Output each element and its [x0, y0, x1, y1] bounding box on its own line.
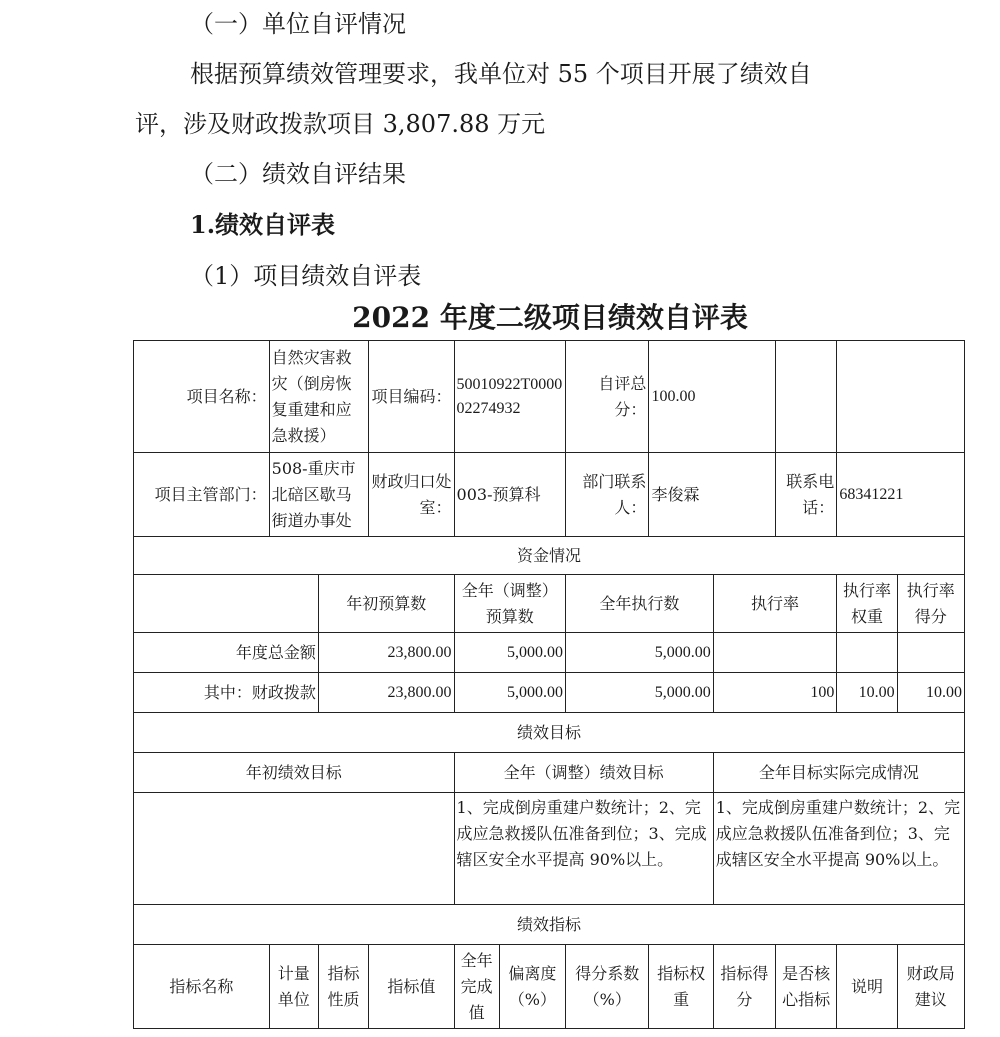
- indicator-header-completed: 全年完成值: [454, 945, 499, 1029]
- funds-header-executed: 全年执行数: [566, 575, 714, 633]
- finance-office-value: 003-预算科: [454, 453, 566, 537]
- indicators-section-title: 绩效指标: [134, 905, 965, 945]
- funds-row-score: [897, 633, 964, 673]
- funds-row-label: 其中：财政拨款: [134, 673, 319, 713]
- funds-section-row: [134, 537, 965, 575]
- phone-label: 联系电话：: [776, 453, 837, 537]
- indicator-header-weight: 指标权重: [649, 945, 713, 1029]
- indicator-header-nature: 指标性质: [318, 945, 368, 1029]
- contact-label: 部门联系人：: [566, 453, 649, 537]
- funds-row-rate: [713, 633, 837, 673]
- contact-value: 李俊霖: [649, 453, 776, 537]
- project-code-value: 50010922T000002274932: [454, 341, 566, 453]
- goals-initial-text: [134, 793, 455, 905]
- funds-row-label: 年度总金额: [134, 633, 319, 673]
- goals-content-row: [134, 793, 965, 905]
- score-label: 自评总分：: [566, 341, 649, 453]
- funds-row-weight: 10.00: [837, 673, 897, 713]
- funds-header-row: [134, 575, 965, 633]
- funds-row-score: 10.00: [897, 673, 964, 713]
- indicator-header-finance-advice: 财政局建议: [897, 945, 964, 1029]
- section2-sub-sub-heading: （1）项目绩效自评表: [190, 262, 422, 290]
- funds-header-empty: [134, 575, 319, 633]
- goals-adjusted-text: 1、完成倒房重建户数统计；2、完成应急救援队伍准备到位；3、完成辖区安全水平提高 90%以上。: [454, 793, 713, 905]
- indicator-header-score: 指标得分: [713, 945, 775, 1029]
- funds-header-initial: 年初预算数: [318, 575, 454, 633]
- goals-actual-text: 1、完成倒房重建户数统计；2、完成应急救援队伍准备到位；3、完成辖区安全水平提高 90%以上。: [713, 793, 964, 905]
- department-row: [134, 453, 965, 537]
- funds-header-rate: 执行率: [713, 575, 837, 633]
- indicator-header-value: 指标值: [369, 945, 454, 1029]
- project-code-label: 项目编码：: [369, 341, 454, 453]
- funds-row-adjusted: 5,000.00: [454, 673, 566, 713]
- funds-header-adjusted: 全年（调整）预算数: [454, 575, 566, 633]
- project-name-label: 项目名称：: [134, 341, 270, 453]
- department-label: 项目主管部门：: [134, 453, 270, 537]
- table-title: 2022 年度二级项目绩效自评表: [352, 301, 748, 334]
- indicator-header-unit: 计量单位: [269, 945, 318, 1029]
- project-name-value: 自然灾害救灾（倒房恢复重建和应急救援）: [269, 341, 368, 453]
- goals-header-actual: 全年目标实际完成情况: [713, 753, 964, 793]
- funds-section-title: 资金情况: [134, 537, 965, 575]
- funds-row-executed: 5,000.00: [566, 633, 714, 673]
- funds-row-rate: 100: [713, 673, 837, 713]
- section1-body-line2: 评，涉及财政拨款项目 3,807.88 万元: [135, 110, 546, 138]
- goals-section-row: [134, 713, 965, 753]
- project-info-row: [134, 341, 965, 453]
- indicator-header-core: 是否核心指标: [776, 945, 837, 1029]
- empty-cell: [837, 341, 965, 453]
- indicator-header-name: 指标名称: [134, 945, 270, 1029]
- score-value: 100.00: [649, 341, 776, 453]
- goals-header-adjusted: 全年（调整）绩效目标: [454, 753, 713, 793]
- funds-row-fiscal: [134, 673, 965, 713]
- funds-header-weight: 执行率权重: [837, 575, 897, 633]
- funds-row-adjusted: 5,000.00: [454, 633, 566, 673]
- funds-row-initial: 23,800.00: [318, 673, 454, 713]
- funds-row-total: [134, 633, 965, 673]
- goals-header-initial: 年初绩效目标: [134, 753, 455, 793]
- indicator-header-deviation: 偏离度（%）: [499, 945, 565, 1029]
- indicators-header-row: [134, 945, 965, 1029]
- indicator-header-note: 说明: [837, 945, 897, 1029]
- funds-row-executed: 5,000.00: [566, 673, 714, 713]
- goals-section-title: 绩效目标: [134, 713, 965, 753]
- section1-heading: （一）单位自评情况: [190, 10, 406, 38]
- funds-row-initial: 23,800.00: [318, 633, 454, 673]
- department-value: 508-重庆市北碚区歇马街道办事处: [269, 453, 368, 537]
- indicators-section-row: [134, 905, 965, 945]
- funds-header-score: 执行率得分: [897, 575, 964, 633]
- indicator-header-coefficient: 得分系数（%）: [566, 945, 649, 1029]
- funds-row-weight: [837, 633, 897, 673]
- empty-cell: [776, 341, 837, 453]
- goals-header-row: [134, 753, 965, 793]
- section1-body-line1: 根据预算绩效管理要求，我单位对 55 个项目开展了绩效自: [190, 60, 812, 88]
- phone-value: 68341221: [837, 453, 965, 537]
- finance-office-label: 财政归口处室：: [369, 453, 454, 537]
- section2-sub-heading: 1.绩效自评表: [190, 210, 336, 239]
- section2-heading: （二）绩效自评结果: [190, 160, 406, 188]
- evaluation-table: [133, 340, 965, 1029]
